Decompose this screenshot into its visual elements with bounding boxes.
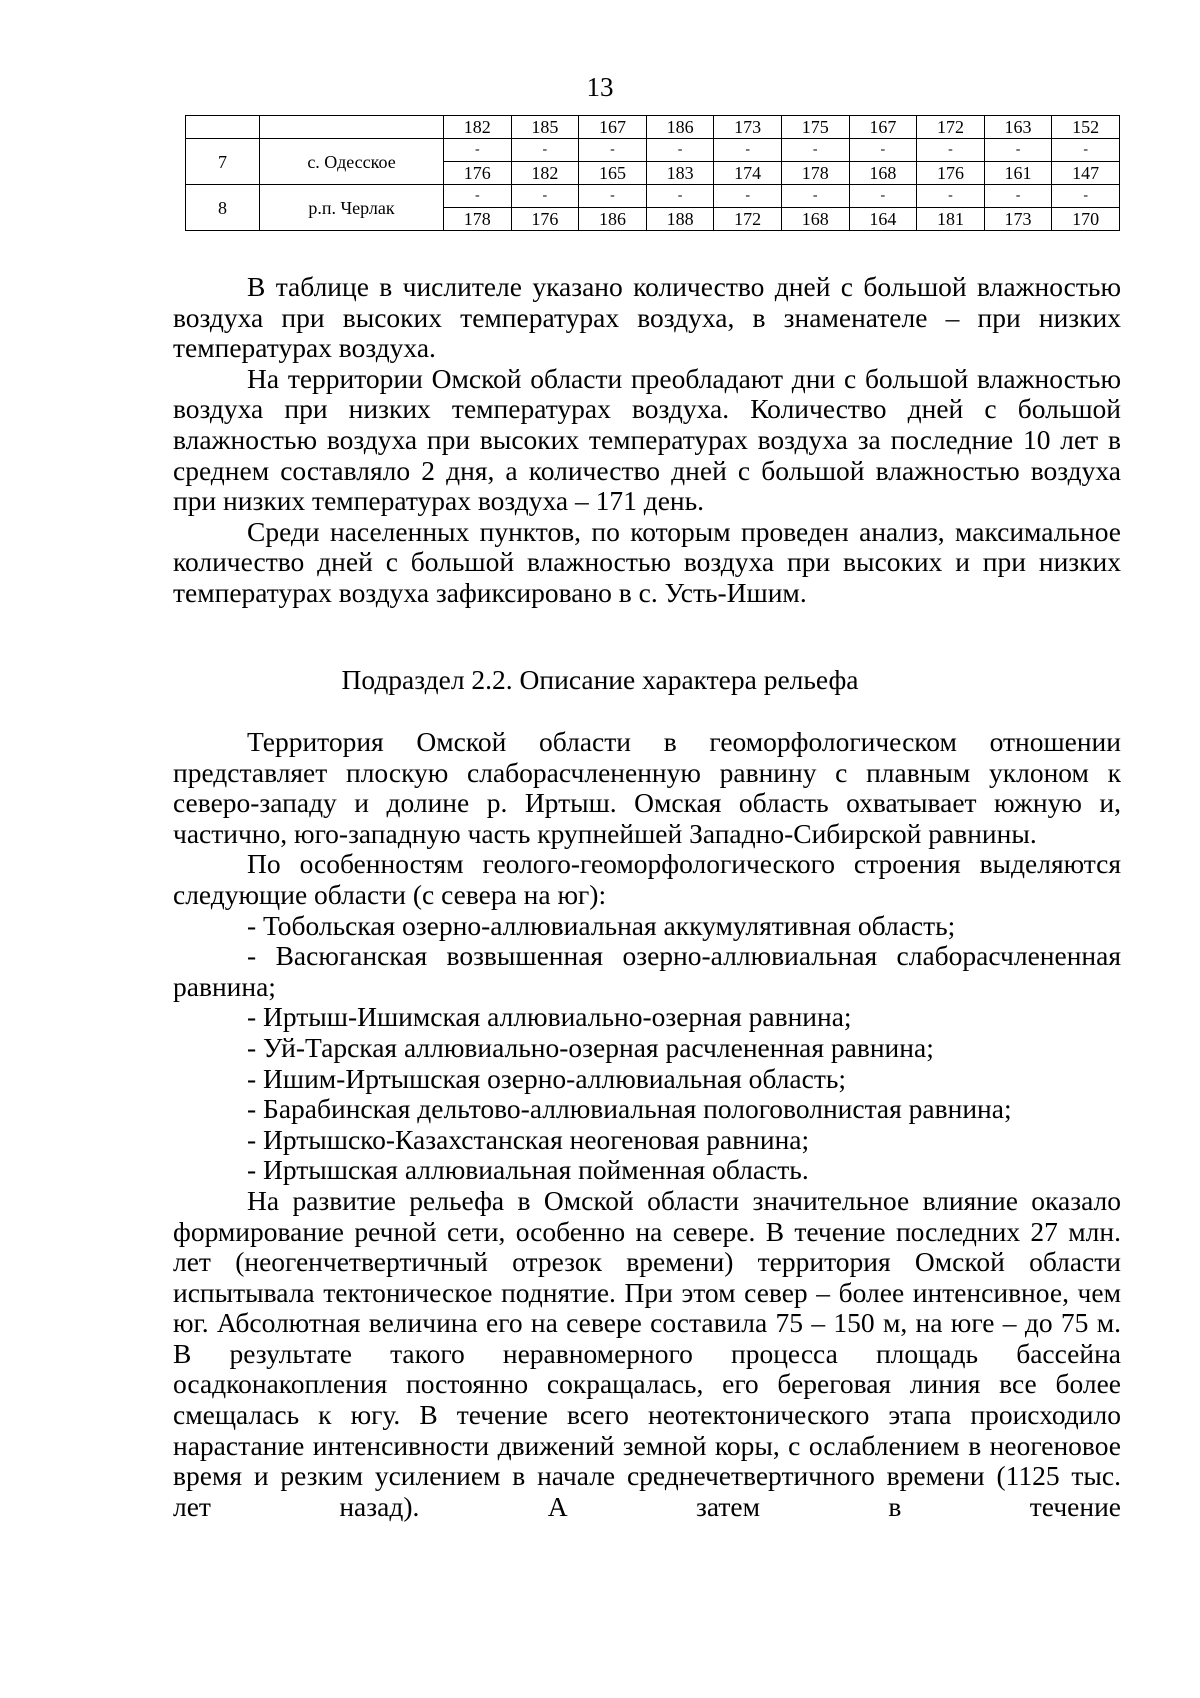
table-cell [186,116,260,139]
page-number: 13 [586,72,614,102]
table-cell: 178 [781,162,849,185]
table-cell: 176 [511,208,579,231]
row-number: 8 [186,185,260,231]
table-cell: 167 [579,116,647,139]
paragraph: На территории Омской области преобладают дни с большой влажностью воздуха при низких температурах воздуха. Количество дней с большой влажностью воздуха при высоких температурах воздуха за последние 10 лет в среднем составляло 2 дня, а количество дней с большой влажностью воздуха при низких температурах воздуха – 171 день. [173,362,1121,517]
table-cell: 181 [917,208,985,231]
table-cell: 176 [917,162,985,185]
table-cell: - [849,139,917,162]
paragraph: По особенностям геолого-геоморфологического строения выделяются следующие области (с севера на юг): [173,848,1121,910]
table-cell [260,116,444,139]
list-item: - Иртышская аллювиальная пойменная область. [247,1154,809,1186]
table-cell: - [917,139,985,162]
table-cell: 186 [579,208,647,231]
table-cell: 182 [511,162,579,185]
table-cell: - [511,185,579,208]
table-cell: - [1052,185,1120,208]
table-cell: 163 [984,116,1052,139]
table-cell: 172 [714,208,782,231]
list-item: - Ишим-Иртышская озерно-аллювиальная область; [247,1062,847,1094]
table-cell: - [917,185,985,208]
table-cell: 175 [781,116,849,139]
table-cell: - [511,139,579,162]
table-cell: 174 [714,162,782,185]
paragraph: На развитие рельефа в Омской области значительное влияние оказало формирование речной сети, особенно на севере. В течение последних 27 млн. лет (неогенчетвертичный отрезок времени) территория Омской области испытывала тектоническое поднятие. При этом север – более интенсивное, чем юг. Абсолютная величина его на севере составила 75 – 150 м, на юге – до 75 м. В результате такого неравномерного процесса площадь бассейна осадконакопления постоянно сокращалась, его береговая линия все более смещалась к югу. В течение всего неотектонического этапа происходило нарастание интенсивности движений земной коры, с ослаблением в неогеновое время и резким усилением в начале среднечетвертичного времени (1125 тыс. лет назад). А затем в течение [173,1184,1121,1522]
table-cell: 147 [1052,162,1120,185]
table-cell: 172 [917,116,985,139]
table-cell: - [579,139,647,162]
table-cell: 178 [444,208,512,231]
table-cell: - [984,185,1052,208]
table-row [186,139,1120,162]
table-cell: 165 [579,162,647,185]
table-cell: - [444,185,512,208]
paragraph: Территория Омской области в геоморфологическом отношении представляет плоскую слаборасчлененную равнину с плавным уклоном к северо-западу и долине р. Иртыш. Омская область охватывает южную и, частично, юго-западную часть крупнейшей Западно-Сибирской равнины. [173,726,1121,849]
humidity-text-block [173,272,1121,609]
paragraph: В таблице в числителе указано количество дней с большой влажностью воздуха при высоких температурах воздуха, в знаменателе – при низких температурах воздуха. [173,271,1121,364]
table-cell: 185 [511,116,579,139]
table-cell: 170 [1052,208,1120,231]
settlement-name: р.п. Черлак [260,185,444,231]
table-cell: - [579,185,647,208]
table-cell: - [1052,139,1120,162]
paragraph: Среди населенных пунктов, по которым проведен анализ, максимальное количество дней с большой влажностью воздуха при высоких и при низких температурах воздуха зафиксировано в с. Усть-Ишим. [173,515,1121,608]
table-cell: 182 [444,116,512,139]
table-header-row [186,116,1120,139]
table-cell: 164 [849,208,917,231]
table-row [186,185,1120,208]
section-heading: Подраздел 2.2. Описание характера рельефа [341,664,859,695]
table-cell: 176 [444,162,512,185]
list-item: - Васюганская возвышенная озерно-аллювиальная слаборасчлененная равнина; [173,940,1121,1002]
table-cell: - [781,185,849,208]
table-cell: 152 [1052,116,1120,139]
settlement-name: с. Одесское [260,139,444,185]
table-cell: 168 [849,162,917,185]
table-cell: 173 [714,116,782,139]
table-cell: - [984,139,1052,162]
relief-text-block [173,727,1121,1522]
list-item: - Тобольская озерно-аллювиальная аккумулятивная область; [247,909,956,941]
row-number: 7 [186,139,260,185]
table-cell: - [646,139,714,162]
list-item: - Иртышско-Казахстанская неогеновая равнина; [247,1123,810,1155]
table-cell: - [646,185,714,208]
list-item: - Иртыш-Ишимская аллювиально-озерная равнина; [247,1001,852,1033]
humidity-table [185,115,1120,231]
table-cell: 167 [849,116,917,139]
list-item: - Уй-Тарская аллювиально-озерная расчлененная равнина; [247,1031,934,1063]
table-cell: 161 [984,162,1052,185]
table-cell: 188 [646,208,714,231]
table-cell: - [444,139,512,162]
list-item: - Барабинская дельтово-аллювиальная пологоволнистая равнина; [247,1093,1012,1125]
table-cell: - [714,185,782,208]
table-cell: 183 [646,162,714,185]
table-cell: 186 [646,116,714,139]
table-cell: - [849,185,917,208]
table-cell: 168 [781,208,849,231]
table-cell: 173 [984,208,1052,231]
table-cell: - [781,139,849,162]
table-cell: - [714,139,782,162]
